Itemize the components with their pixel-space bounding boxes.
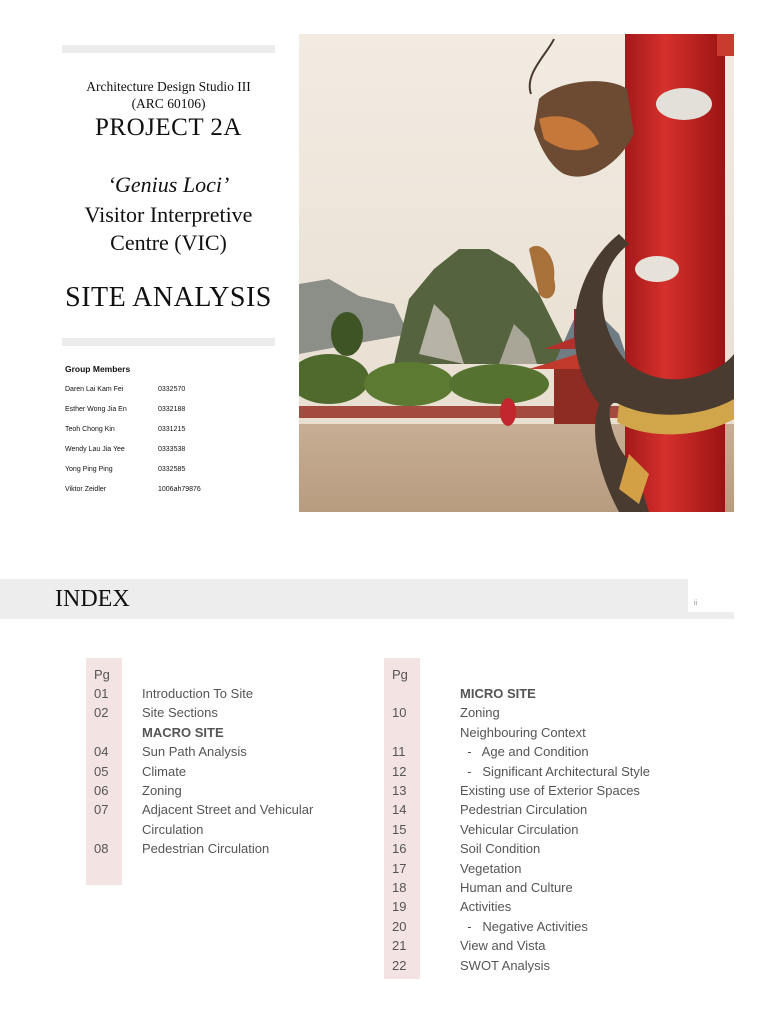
member-name: Teoh Chong Kin — [65, 426, 115, 433]
index-entry[interactable]: Existing use of Exterior Spaces — [460, 783, 640, 798]
index-entry[interactable]: Activities — [460, 899, 512, 915]
vic-line-2: Centre (VIC) — [110, 230, 227, 255]
index-page-number: 08 — [94, 841, 109, 857]
project-title: PROJECT 2A — [95, 114, 242, 141]
page-number: ii — [694, 600, 698, 607]
index-page-number: 17 — [392, 860, 407, 876]
member-id: 0332570 — [158, 386, 186, 393]
index-entry[interactable]: Circulation — [142, 821, 204, 837]
index-page-number: 19 — [392, 899, 407, 915]
member-row — [65, 386, 186, 393]
member-name: Yong Ping Ping — [65, 466, 113, 473]
index-entry[interactable]: Soil Condition — [460, 841, 541, 857]
member-name: Esther Wong Jia En — [65, 406, 127, 413]
member-row — [65, 466, 186, 473]
index-page-number: 18 — [392, 880, 407, 895]
index-entry[interactable]: SWOT Analysis — [460, 957, 551, 973]
member-name: Wendy Lau Jia Yee — [65, 446, 125, 453]
temple-photo — [299, 34, 734, 512]
index-page-number: 16 — [392, 841, 407, 857]
course-name: Architecture Design Studio III — [86, 79, 251, 94]
index-page-number: 10 — [392, 705, 407, 721]
index-page-number: 11 — [392, 744, 406, 760]
index-page-number: 22 — [392, 957, 407, 973]
genius-loci-title: ‘Genius Loci’ — [107, 172, 230, 197]
member-name: Viktor Zeidler — [65, 486, 107, 493]
member-id: 1006ah79876 — [158, 486, 201, 493]
index-page-number: 21 — [392, 938, 407, 954]
index-entry[interactable]: Adjacent Street and Vehicular — [142, 802, 314, 818]
bottom-divider — [62, 338, 275, 346]
member-row — [65, 446, 186, 453]
index-entry[interactable]: Zoning — [460, 705, 500, 721]
member-row — [65, 426, 186, 433]
index-page-number: 02 — [94, 705, 109, 721]
group-members-title: Group Members — [65, 364, 131, 374]
member-id: 0333538 — [158, 446, 186, 453]
index-entry[interactable]: Sun Path Analysis — [142, 744, 247, 760]
index-entry[interactable]: Climate — [142, 763, 187, 779]
member-row — [65, 406, 186, 413]
index-title: INDEX — [55, 586, 130, 612]
member-name: Daren Lai Kam Fei — [65, 386, 124, 393]
index-page-number: 06 — [94, 783, 109, 798]
index-entry[interactable]: Zoning — [142, 783, 182, 798]
index-entry[interactable]: Vegetation — [460, 860, 522, 876]
index-page-number: 04 — [94, 744, 109, 760]
index-section-heading: MICRO SITE — [460, 686, 536, 701]
course-title — [62, 78, 275, 112]
member-row — [65, 486, 201, 493]
index-page-number: 12 — [392, 763, 407, 779]
vic-line-1: Visitor Interpretive — [84, 202, 253, 227]
index-entry[interactable]: Pedestrian Circulation — [142, 841, 270, 857]
index-entry[interactable]: Pedestrian Circulation — [460, 802, 588, 818]
index-page-number: 14 — [392, 802, 407, 818]
index-entry[interactable]: Introduction To Site — [142, 686, 254, 701]
vic-title — [62, 201, 275, 257]
index-page-number: 07 — [94, 802, 109, 818]
index-entry[interactable]: Human and Culture — [460, 880, 573, 895]
course-code: (ARC 60106) — [131, 96, 206, 111]
index-page-number: 20 — [392, 918, 407, 934]
member-id: 0331215 — [158, 426, 186, 433]
index-entry[interactable]: - Negative Activities — [460, 918, 588, 934]
index-page-number: 15 — [392, 821, 407, 837]
index-section-heading: MACRO SITE — [142, 724, 224, 740]
index-entry[interactable]: - Age and Condition — [460, 744, 589, 760]
index-page-number: 01 — [94, 686, 109, 701]
site-analysis-title: SITE ANALYSIS — [65, 282, 272, 313]
index-entry[interactable]: Site Sections — [142, 705, 218, 721]
right-pg-header: Pg — [392, 667, 408, 682]
index-band-tab — [688, 612, 734, 619]
left-pg-header: Pg — [94, 667, 110, 682]
index-entry[interactable]: Neighbouring Context — [460, 724, 586, 740]
index-page-number: 05 — [94, 763, 109, 779]
index-entry[interactable]: Vehicular Circulation — [460, 821, 579, 837]
top-divider — [62, 45, 275, 53]
member-id: 0332585 — [158, 466, 186, 473]
index-entry[interactable]: View and Vista — [460, 938, 546, 954]
index-entry[interactable]: - Significant Architectural Style — [460, 763, 651, 779]
member-id: 0332188 — [158, 406, 186, 413]
index-page-number: 13 — [392, 783, 407, 798]
